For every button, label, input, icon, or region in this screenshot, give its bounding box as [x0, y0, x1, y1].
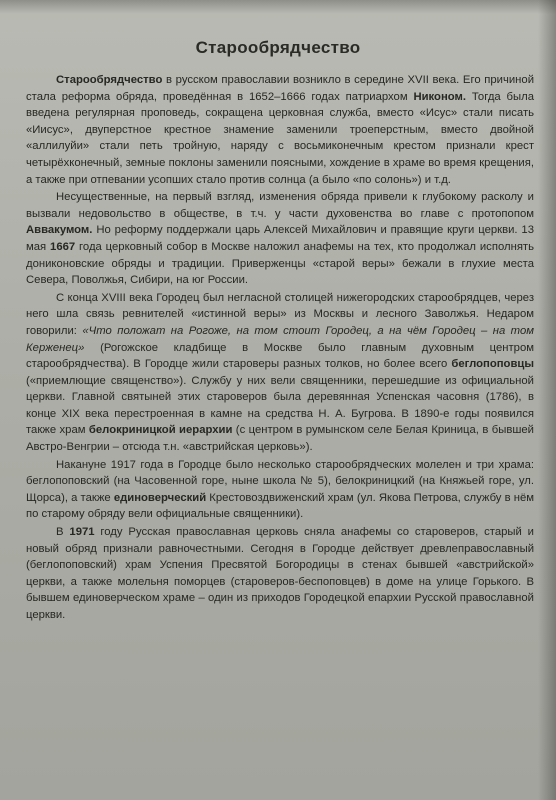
saying-quote: «Что положат на Рогоже, на том стоит Городец, а на чём Городец – на том Керженец» — [26, 324, 534, 354]
paragraph-gorodets: С конца XVIII века Городец был негласной столицей нижегородских старообрядцев, через него шла связь ревнителей «истинной веры» из Москвы и лесного Заволжья. Недаром говорили: «Что положат на Рогоже, на том стоит Городец, а на чём Городец – на том Керженец» (Рогожское кладбище в Москве было главным духовным центром старообрядчества). В Городце жили староверы разных толков, но более всего беглопоповцы («приемлющие священство»). Службу у них вели священники, перешедшие из официальной церкви. Главной святыней этих староверов была деревянная Успенская часовня (1786), в конце XIX века перестроенная в камне на средства Н. А. Бугрова. В 1890-е годы появился также храм белокриницкой иерархии (с центром в румынском селе Белая Криница, в бывшей Австро-Венгрии – отсюда т.н. «австрийская церковь»). — [26, 291, 534, 454]
term-beglopopovtsy: беглопоповцы — [451, 358, 534, 371]
term-edinovercheskiy: единоверческий — [113, 491, 207, 504]
paragraph-schism: Несущественные, на первый взгляд, изменения обряда привели к глубокому расколу и вызвали недовольство в обществе, в т.ч. у части духовенства во главе с протопопом Аввакумом. Но реформу поддержали царь Алексей Михайлович и правящие круги церкви. 13 мая 1667 года церковный собор в Москве наложил анафемы на тех, кто продолжал исполнять дониконовские обряды и традиции. Приверженцы «старой веры» бежали в глухие места Севера, Поволжья, Сибири, на юг России. — [26, 191, 534, 287]
paragraph-1917: Накануне 1917 года в Городце было несколько старообрядческих молелен и три храма: беглопоповский (на Часовенной горе, ныне школа № 5), белокриницкий (на Княжьей горе, ул. Щорса), а также единоверческий Крестовоздвиженский храм (ул. Якова Петрова, службу в нём по старому обряду вели официальные священники). — [26, 458, 535, 521]
board-edge-shadow — [538, 0, 556, 800]
board-top-edge — [0, 0, 556, 14]
term-old-believers: Старообрядчество — [56, 74, 163, 86]
paragraph-origin: Старообрядчество в русском православии возникло в середине XVII века. Его причиной стала реформа обряда, проведённая в 1652–1666 годах патриархом Никоном. Тогда была введена регулярная проповедь, сокращена церковная служба, вместо «Исус» стали писать «Иисус», двуперстное крестное знамение заменили троеперстным, вместо двойной «аллилуйи» стали петь тройную, наряду с восьмиконечным крестом признали крест четырёхконечный, земные поклоны заменили поясными, хождение в храме во время крещения, а также при отпевании усопших стало против солнца (а было «по солонь») и т.д. — [26, 74, 535, 186]
year-1667: 1667 — [50, 240, 76, 253]
board-title: Старообрядчество — [195, 38, 361, 57]
paragraph-1971: В 1971 году Русская православная церковь сняла анафемы со староверов, старый и новый обряд признали равночестными. Сегодня в Городце действует древлеправославный (беглопоповский) храм Успения Пресвятой Богородицы в стенах бывшей «австрийской» церкви, а также молельня поморцев (староверов-беспоповцев) в доме на улице Горького. В бывшем единоверческом храме – один из приходов Городецкой епархии Русской православной церкви. — [26, 526, 534, 621]
board-text — [26, 72, 534, 625]
name-nikon: Никоном. — [413, 90, 467, 103]
term-belokrinitskaya: белокриницкой иерархии — [88, 424, 233, 437]
year-1971: 1971 — [69, 526, 95, 539]
name-avvakum: Аввакумом. — [26, 224, 93, 237]
